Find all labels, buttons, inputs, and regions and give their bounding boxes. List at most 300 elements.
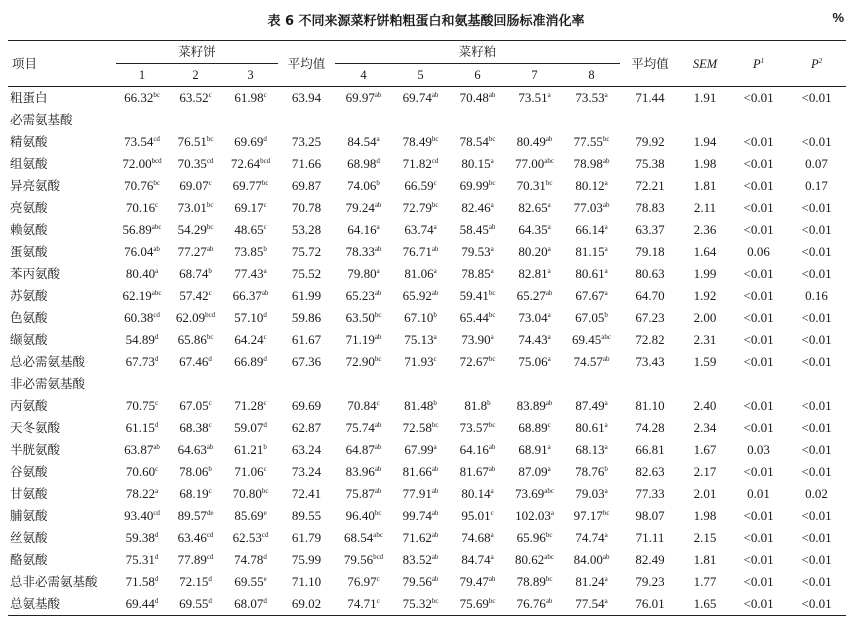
cell-value: 73.90: [461, 332, 491, 347]
significance-letter: cd: [153, 509, 160, 517]
cell-value: 1.94: [693, 134, 717, 149]
significance-letter: c: [208, 421, 212, 429]
table-cell: [730, 285, 787, 307]
table-cell: [392, 505, 449, 527]
table-cell: [680, 329, 730, 351]
table-cell: [335, 175, 392, 197]
cake-col-header: 1: [116, 64, 168, 87]
significance-letter: bc: [602, 135, 610, 143]
cell-value: 68.07: [234, 596, 264, 611]
significance-letter: ab: [374, 443, 382, 451]
cell-value: 1.81: [693, 178, 717, 193]
cell-value: <0.01: [743, 288, 774, 303]
table-cell: [620, 505, 680, 527]
table-cell: [787, 527, 846, 549]
table-cell: [449, 307, 506, 329]
table-cell: [787, 571, 846, 593]
significance-letter: a: [433, 443, 437, 451]
table-cell: [449, 439, 506, 461]
cell-value: 1.77: [693, 574, 717, 589]
significance-letter: d: [154, 531, 159, 539]
cell-value: 75.31: [125, 552, 155, 567]
significance-letter: a: [550, 509, 554, 517]
cell-value: 0.01: [747, 486, 770, 501]
table-cell: [168, 395, 223, 417]
significance-letter: a: [547, 355, 551, 363]
cell-value: 56.89: [122, 222, 152, 237]
cell-value: 65.27: [516, 288, 546, 303]
table-cell: [730, 241, 787, 263]
significance-letter: a: [547, 223, 551, 231]
cell-value: 79.47: [459, 574, 489, 589]
cell-value: 67.73: [125, 354, 155, 369]
cell-value: 82.81: [518, 266, 548, 281]
significance-letter: c: [208, 91, 212, 99]
cell-value: 74.57: [573, 354, 603, 369]
table-row: [8, 549, 846, 571]
table-cell: [392, 197, 449, 219]
table-cell: [278, 439, 335, 461]
table-cell: [680, 439, 730, 461]
row-label: 甘氨酸: [10, 486, 48, 501]
table-cell: [787, 219, 846, 241]
significance-letter: a: [155, 267, 159, 275]
table-cell: [680, 219, 730, 241]
table-cell: [620, 351, 680, 373]
table-cell: [223, 153, 278, 175]
table-cell: [563, 461, 620, 483]
table-cell: [680, 175, 730, 197]
cell-value: <0.01: [801, 222, 832, 237]
significance-letter: c: [263, 223, 267, 231]
table-cell: [223, 527, 278, 549]
row-label: 酪氨酸: [10, 552, 48, 567]
significance-letter: bc: [153, 91, 160, 99]
table-cell: [335, 417, 392, 439]
cell-value: 53.28: [291, 222, 322, 237]
table-cell: [223, 461, 278, 483]
cell-value: 79.23: [635, 574, 665, 589]
table-cell: [730, 439, 787, 461]
significance-letter: bc: [602, 509, 610, 517]
significance-letter: ab: [374, 333, 382, 341]
table-cell: [563, 571, 620, 593]
table-cell: [335, 219, 392, 241]
significance-letter: ab: [431, 91, 439, 99]
significance-letter: a: [604, 531, 608, 539]
cell-value: <0.01: [801, 200, 832, 215]
cell-value: 80.12: [575, 178, 605, 193]
table-cell: [730, 549, 787, 571]
table-cell: [506, 285, 563, 307]
significance-letter: a: [604, 421, 608, 429]
significance-letter: abc: [373, 531, 383, 539]
table-cell: [449, 461, 506, 483]
section-row: [8, 109, 846, 131]
table-cell: [116, 549, 168, 571]
table-cell: [335, 329, 392, 351]
cell-value: 97.17: [573, 508, 603, 523]
cell-value: <0.01: [743, 200, 774, 215]
table-cell: [168, 593, 223, 616]
cell-value: <0.01: [801, 420, 832, 435]
cell-value: 64.16: [347, 222, 377, 237]
table-cell: [168, 483, 223, 505]
table-cell: [168, 87, 223, 110]
cell-value: 80.63: [635, 266, 665, 281]
cell-value: 2.00: [693, 310, 717, 325]
significance-letter: cd: [206, 157, 214, 165]
significance-letter: c: [376, 597, 380, 605]
significance-letter: abc: [151, 289, 162, 297]
table-row: [8, 571, 846, 593]
significance-letter: a: [604, 597, 608, 605]
significance-letter: ab: [488, 223, 496, 231]
cell-value: 64.63: [177, 442, 207, 457]
row-label: 蛋氨酸: [10, 244, 48, 259]
significance-letter: cd: [431, 157, 439, 165]
cell-value: <0.01: [743, 156, 774, 171]
table-cell: [392, 593, 449, 616]
cell-value: 61.98: [234, 90, 264, 105]
table-cell: [278, 571, 335, 593]
cell-value: 0.02: [805, 486, 828, 501]
cell-value: 66.32: [124, 90, 154, 105]
table-cell: [449, 549, 506, 571]
cell-value: 73.57: [459, 420, 489, 435]
cell-value: 72.64: [230, 156, 261, 171]
table-cell: [449, 87, 506, 110]
cell-value: 70.80: [232, 486, 262, 501]
table-cell: [449, 263, 506, 285]
significance-letter: b: [263, 443, 267, 451]
cell-value: 74.74: [575, 530, 605, 545]
significance-letter: d: [154, 597, 159, 605]
cell-value: 1.92: [693, 288, 717, 303]
table-row: [8, 461, 846, 483]
significance-letter: c: [263, 333, 267, 341]
table-cell: [730, 505, 787, 527]
cell-value: 79.53: [461, 244, 491, 259]
cell-value: 69.55: [179, 596, 209, 611]
table-row: [8, 285, 846, 307]
cell-value: 77.55: [573, 134, 603, 149]
significance-letter: ab: [153, 443, 160, 451]
cell-value: 84.54: [347, 134, 377, 149]
table-cell: [730, 219, 787, 241]
cell-value: 67.10: [404, 310, 434, 325]
significance-letter: bc: [488, 311, 496, 319]
table-cell: [563, 505, 620, 527]
cell-value: 64.70: [635, 288, 665, 303]
cell-value: 59.86: [291, 310, 322, 325]
cell-value: 81.10: [635, 398, 665, 413]
significance-letter: ab: [488, 465, 496, 473]
significance-letter: a: [433, 223, 437, 231]
significance-letter: ab: [206, 443, 214, 451]
cell-value: 83.89: [516, 398, 546, 413]
meal-header: 菜籽粕: [335, 41, 620, 64]
table-cell: [449, 197, 506, 219]
cake-mean-header: 平均值: [278, 41, 335, 87]
cell-value: 65.23: [345, 288, 375, 303]
table-cell: [392, 87, 449, 110]
cell-value: 61.21: [234, 442, 264, 457]
significance-letter: b: [433, 399, 437, 407]
table-cell: [116, 131, 168, 153]
cell-value: 62.87: [291, 420, 322, 435]
table-cell: [620, 241, 680, 263]
cell-value: 68.98: [347, 156, 377, 171]
table-cell: [116, 197, 168, 219]
table-cell: [680, 131, 730, 153]
table-cell: [680, 483, 730, 505]
significance-letter: cd: [261, 531, 269, 539]
row-label: 亮氨酸: [10, 200, 48, 215]
sem-header: SEM: [680, 41, 730, 87]
significance-letter: ab: [206, 245, 214, 253]
table-cell: [680, 197, 730, 219]
table-cell: [730, 197, 787, 219]
significance-letter: bc: [488, 355, 496, 363]
cell-value: 78.89: [516, 574, 546, 589]
table-cell: [787, 505, 846, 527]
table-cell: [278, 307, 335, 329]
cell-value: 80.61: [575, 420, 605, 435]
table-cell: [730, 417, 787, 439]
cell-value: 69.77: [232, 178, 262, 193]
cell-value: 1.99: [693, 266, 717, 281]
table-cell: [449, 527, 506, 549]
row-label: 缬氨酸: [10, 332, 48, 347]
cell-value: 2.34: [693, 420, 717, 435]
cell-value: 73.43: [635, 354, 665, 369]
cell-value: 89.55: [291, 508, 322, 523]
cell-value: 77.89: [177, 552, 207, 567]
cell-value: 67.05: [575, 310, 605, 325]
table-cell: [335, 571, 392, 593]
table-cell: [787, 593, 846, 616]
cell-value: 69.02: [291, 596, 322, 611]
table-cell: [278, 219, 335, 241]
table-cell: [278, 197, 335, 219]
table-cell: [116, 219, 168, 241]
meal-col-header: 7: [506, 64, 563, 87]
table-cell: [563, 131, 620, 153]
cell-value: 63.46: [177, 530, 207, 545]
meal-mean-header: 平均值: [620, 41, 680, 87]
table-cell: [787, 549, 846, 571]
cell-value: 2.17: [693, 464, 717, 479]
significance-letter: abc: [544, 157, 554, 165]
table-cell: [506, 241, 563, 263]
significance-letter: c: [208, 399, 212, 407]
cell-value: 72.79: [402, 200, 432, 215]
table-cell: [680, 593, 730, 616]
cell-value: 61.67: [291, 332, 322, 347]
cell-value: 1.65: [693, 596, 717, 611]
cell-value: 64.24: [234, 332, 264, 347]
cell-value: 72.58: [402, 420, 432, 435]
table-cell: [730, 329, 787, 351]
cell-value: <0.01: [743, 332, 774, 347]
significance-letter: a: [433, 267, 437, 275]
cell-value: 75.74: [345, 420, 375, 435]
significance-letter: ab: [545, 135, 553, 143]
table-cell: [278, 483, 335, 505]
table-cell: [449, 153, 506, 175]
significance-letter: ab: [545, 597, 553, 605]
significance-letter: a: [490, 487, 494, 495]
significance-letter: c: [155, 201, 159, 209]
table-cell: [506, 527, 563, 549]
significance-letter: ab: [431, 553, 439, 561]
cell-value: 2.31: [693, 332, 717, 347]
cell-value: 63.87: [124, 442, 154, 457]
significance-letter: bc: [431, 135, 439, 143]
table-cell: [168, 439, 223, 461]
table-cell: [392, 549, 449, 571]
cell-value: 73.69: [515, 486, 545, 501]
significance-letter: ab: [431, 531, 439, 539]
significance-letter: ab: [602, 553, 610, 561]
table-row: [8, 395, 846, 417]
table-cell: [620, 461, 680, 483]
table-cell: [392, 285, 449, 307]
cell-value: 1.64: [693, 244, 717, 259]
cell-value: 1.98: [693, 156, 717, 171]
significance-letter: b: [208, 465, 212, 473]
row-label: 异亮氨酸: [10, 178, 61, 193]
cell-value: 79.92: [635, 134, 665, 149]
significance-letter: a: [433, 333, 437, 341]
table-cell: [223, 219, 278, 241]
cell-value: 62.53: [232, 530, 262, 545]
cell-value: 76.76: [516, 596, 546, 611]
section-label: 必需氨基酸: [10, 112, 73, 127]
table-cell: [223, 571, 278, 593]
cell-value: 72.00: [122, 156, 152, 171]
table-cell: [506, 87, 563, 110]
cell-value: 61.15: [125, 420, 155, 435]
cell-value: 62.19: [122, 288, 152, 303]
table-cell: [620, 549, 680, 571]
row-label: 色氨酸: [10, 310, 48, 325]
cell-value: 84.74: [461, 552, 491, 567]
significance-letter: c: [208, 179, 212, 187]
table-cell: [787, 87, 846, 110]
significance-letter: a: [490, 553, 494, 561]
table-cell: [335, 527, 392, 549]
meal-col-header: 4: [335, 64, 392, 87]
cell-value: <0.01: [743, 90, 774, 105]
significance-letter: de: [206, 509, 214, 517]
table-cell: [620, 439, 680, 461]
table-cell: [620, 285, 680, 307]
cell-value: 77.00: [515, 156, 545, 171]
table-cell: [278, 549, 335, 571]
table-cell: [506, 439, 563, 461]
cell-value: 64.16: [459, 442, 489, 457]
table-cell: [223, 87, 278, 110]
table-title: 表 6 不同来源菜籽饼粕粗蛋白和氨基酸回肠标准消化率: [267, 14, 585, 29]
significance-letter: ab: [374, 91, 382, 99]
table-cell: [168, 153, 223, 175]
table-cell: [730, 153, 787, 175]
table-cell: [620, 329, 680, 351]
table-cell: [620, 307, 680, 329]
cell-value: 79.56: [343, 552, 374, 567]
p2-header: $P^2$: [787, 41, 846, 87]
table-row: [8, 439, 846, 461]
table-row: [8, 593, 846, 616]
cell-value: 72.67: [459, 354, 489, 369]
table-cell: [680, 461, 730, 483]
table-cell: [563, 395, 620, 417]
cell-value: 79.18: [635, 244, 665, 259]
significance-letter: d: [263, 421, 267, 429]
cell-value: 74.71: [347, 596, 377, 611]
cell-value: 75.52: [291, 266, 322, 281]
table-cell: [223, 395, 278, 417]
table-cell: [620, 483, 680, 505]
table-cell: [787, 197, 846, 219]
significance-letter: a: [547, 267, 551, 275]
cell-value: 81.24: [575, 574, 605, 589]
table-cell: [223, 483, 278, 505]
table-cell: [449, 417, 506, 439]
cell-value: 63.50: [345, 310, 375, 325]
cell-value: 93.40: [124, 508, 154, 523]
table-cell: [506, 175, 563, 197]
significance-letter: d: [208, 575, 212, 583]
table-cell: [680, 505, 730, 527]
table-cell: [449, 505, 506, 527]
table-cell: [680, 241, 730, 263]
table-cell: [730, 263, 787, 285]
table-cell: [392, 241, 449, 263]
significance-letter: ab: [488, 443, 496, 451]
significance-letter: ab: [374, 245, 382, 253]
table-row: [8, 527, 846, 549]
table-cell: [278, 153, 335, 175]
cell-value: 72.41: [291, 486, 322, 501]
table-cell: [787, 461, 846, 483]
cell-value: 59.07: [234, 420, 264, 435]
table-cell: [223, 175, 278, 197]
table-cell: [168, 219, 223, 241]
table-cell: [787, 285, 846, 307]
table-cell: [223, 241, 278, 263]
significance-letter: c: [263, 201, 267, 209]
table-cell: [506, 417, 563, 439]
table-cell: [620, 219, 680, 241]
table-cell: [506, 197, 563, 219]
table-cell: [620, 197, 680, 219]
significance-letter: d: [154, 421, 159, 429]
table-cell: [563, 593, 620, 616]
table-cell: [449, 175, 506, 197]
table-cell: [223, 593, 278, 616]
cell-value: 60.38: [124, 310, 154, 325]
cell-value: 80.61: [575, 266, 605, 281]
table-cell: [563, 153, 620, 175]
cell-value: 81.06: [404, 266, 434, 281]
significance-letter: cd: [153, 311, 160, 319]
cell-value: 71.28: [234, 398, 264, 413]
cell-value: 71.11: [635, 530, 665, 545]
significance-letter: a: [547, 245, 551, 253]
